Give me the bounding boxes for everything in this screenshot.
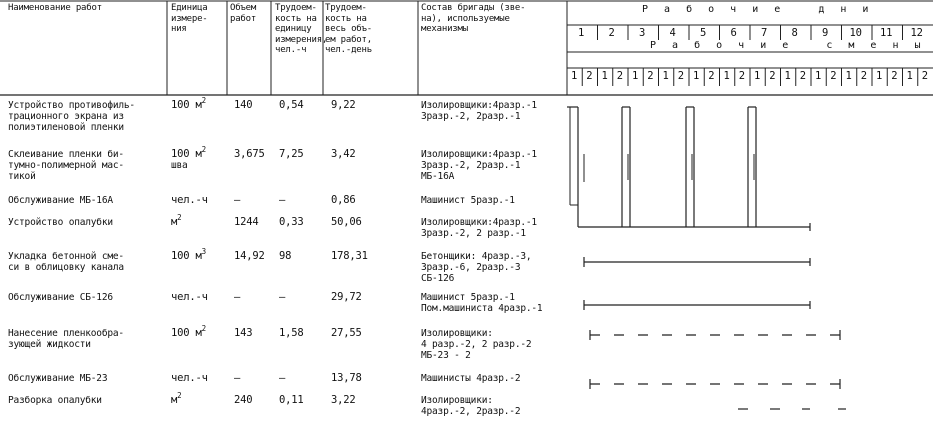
labor-total-cell: 3,22 bbox=[331, 394, 356, 406]
unit-cell: чел.-ч bbox=[171, 372, 208, 384]
work-name-cell: Нанесение пленкообра- зующей жидкости bbox=[8, 328, 124, 350]
labor-total-cell: 13,78 bbox=[331, 372, 362, 384]
shift-number: 1 bbox=[754, 70, 761, 82]
work-name-cell: Обслуживание МБ-23 bbox=[8, 373, 108, 384]
day-number: 12 bbox=[910, 27, 923, 39]
unit-superscript: 2 bbox=[201, 324, 206, 333]
header-crew: Состав бригады (зве- на), используемые механизмы bbox=[421, 3, 526, 34]
crew-cell: Изолировщики:4разр.-1 3разр.-2, 2разр.-1 МБ-16А bbox=[421, 149, 537, 182]
shift-number: 1 bbox=[906, 70, 913, 82]
labor-per-unit-cell: 0,33 bbox=[279, 216, 304, 228]
shift-number: 1 bbox=[723, 70, 730, 82]
labor-per-unit-cell: – bbox=[279, 194, 286, 206]
crew-cell: Машинисты 4разр.-2 bbox=[421, 373, 521, 384]
unit-cell: 100 $м^2$ bbox=[171, 96, 206, 111]
volume-cell: 14,92 bbox=[234, 250, 265, 262]
labor-per-unit-cell: – bbox=[279, 372, 286, 384]
header-work-days: Р а б о ч и е д н и bbox=[642, 4, 874, 15]
shift-number: 2 bbox=[647, 70, 654, 82]
work-name-cell: Укладка бетонной сме- си в облицовку канала bbox=[8, 251, 124, 273]
unit-superscript: 2 bbox=[177, 391, 182, 400]
labor-per-unit-cell: 1,58 bbox=[279, 327, 304, 339]
shift-number: 2 bbox=[799, 70, 806, 82]
day-number: 2 bbox=[608, 27, 615, 39]
crew-cell: Изолировщики:4разр.-1 3разр.-2, 2разр.-1 bbox=[421, 100, 537, 122]
unit-cell: чел.-ч bbox=[171, 194, 208, 206]
day-number: 4 bbox=[669, 27, 676, 39]
shift-number: 2 bbox=[830, 70, 837, 82]
shift-number: 1 bbox=[845, 70, 852, 82]
shift-number: 1 bbox=[662, 70, 669, 82]
shift-number: 2 bbox=[616, 70, 623, 82]
header-labor-per-unit: Трудоем- кость на единицу измерения, чел.-ч bbox=[275, 3, 328, 55]
header-unit: Единица измере- ния bbox=[171, 3, 208, 34]
work-name-cell: Разборка опалубки bbox=[8, 395, 102, 406]
shift-number: 2 bbox=[860, 70, 867, 82]
header-work-name: Наименование работ bbox=[8, 3, 102, 13]
shift-number: 2 bbox=[921, 70, 928, 82]
volume-cell: 140 bbox=[234, 99, 253, 111]
volume-cell: – bbox=[234, 372, 241, 384]
day-number: 10 bbox=[849, 27, 862, 39]
shift-number: 1 bbox=[693, 70, 700, 82]
volume-cell: 1244 bbox=[234, 216, 259, 228]
day-number: 1 bbox=[578, 27, 585, 39]
labor-total-cell: 27,55 bbox=[331, 327, 362, 339]
shift-number: 2 bbox=[586, 70, 593, 82]
labor-per-unit-cell: 0,54 bbox=[279, 99, 304, 111]
unit-superscript: 2 bbox=[201, 145, 206, 154]
day-number: 6 bbox=[730, 27, 737, 39]
work-name-cell: Обслуживание МБ-16А bbox=[8, 195, 113, 206]
labor-total-cell: 3,42 bbox=[331, 148, 356, 160]
unit-cell: 100 $м^2$ bbox=[171, 324, 206, 339]
unit-cell: 100 $м^3$ bbox=[171, 247, 206, 262]
day-number: 9 bbox=[822, 27, 829, 39]
shift-number: 1 bbox=[601, 70, 608, 82]
labor-total-cell: 9,22 bbox=[331, 99, 356, 111]
labor-per-unit-cell: 98 bbox=[279, 250, 292, 262]
shift-number: 2 bbox=[738, 70, 745, 82]
day-number: 8 bbox=[791, 27, 798, 39]
crew-cell: Изолировщики: 4 разр.-2, 2 разр.-2 МБ-23 - 2 bbox=[421, 328, 532, 361]
labor-total-cell: 29,72 bbox=[331, 291, 362, 303]
day-number: 5 bbox=[700, 27, 707, 39]
labor-total-cell: 178,31 bbox=[331, 250, 368, 262]
unit-superscript: 3 bbox=[201, 247, 206, 256]
shift-number: 2 bbox=[708, 70, 715, 82]
labor-per-unit-cell: – bbox=[279, 291, 286, 303]
shift-number: 1 bbox=[815, 70, 822, 82]
labor-total-cell: 0,86 bbox=[331, 194, 356, 206]
unit-cell: $м^2$ bbox=[171, 391, 182, 406]
unit-cell: чел.-ч bbox=[171, 291, 208, 303]
day-number: 7 bbox=[761, 27, 768, 39]
work-name-cell: Обслуживание СБ-126 bbox=[8, 292, 113, 303]
work-name-cell: Устройство опалубки bbox=[8, 217, 113, 228]
unit-superscript: 2 bbox=[201, 96, 206, 105]
volume-cell: 240 bbox=[234, 394, 253, 406]
header-work-shifts: Р а б о ч и е с м е н ы bbox=[650, 40, 926, 51]
labor-total-cell: 50,06 bbox=[331, 216, 362, 228]
labor-per-unit-cell: 7,25 bbox=[279, 148, 304, 160]
shift-number: 1 bbox=[784, 70, 791, 82]
crew-cell: Машинист 5разр.-1 bbox=[421, 195, 515, 206]
volume-cell: 3,675 bbox=[234, 148, 265, 160]
work-name-cell: Устройство противофиль- трационного экрана из полиэтиленовой пленки bbox=[8, 100, 135, 133]
volume-cell: 143 bbox=[234, 327, 253, 339]
shift-number: 1 bbox=[571, 70, 578, 82]
unit-cell: $м^2$ bbox=[171, 213, 182, 228]
header-volume: Объем работ bbox=[230, 3, 257, 24]
crew-cell: Бетонщики: 4разр.-3, 3разр.-6, 2разр.-3 СБ-126 bbox=[421, 251, 532, 284]
crew-cell: Машинист 5разр.-1 Пом.машиниста 4разр.-1 bbox=[421, 292, 543, 314]
crew-cell: Изолировщики: 4разр.-2, 2разр.-2 bbox=[421, 395, 521, 417]
volume-cell: – bbox=[234, 194, 241, 206]
unit-cell: 100 $м^2$ шва bbox=[171, 145, 206, 171]
day-number: 11 bbox=[880, 27, 893, 39]
shift-number: 2 bbox=[769, 70, 776, 82]
day-number: 3 bbox=[639, 27, 646, 39]
header-labor-total: Трудоем- кость на весь объ- ем работ, чел.-день bbox=[325, 3, 372, 55]
crew-cell: Изолировщики:4разр.-1 3разр.-2, 2 разр.-1 bbox=[421, 217, 537, 239]
work-name-cell: Склеивание пленки би- тумно-полимерной мас- тикой bbox=[8, 149, 124, 182]
labor-per-unit-cell: 0,11 bbox=[279, 394, 304, 406]
volume-cell: – bbox=[234, 291, 241, 303]
unit-superscript: 2 bbox=[177, 213, 182, 222]
shift-number: 2 bbox=[677, 70, 684, 82]
shift-number: 1 bbox=[632, 70, 639, 82]
shift-number: 1 bbox=[876, 70, 883, 82]
shift-number: 2 bbox=[891, 70, 898, 82]
